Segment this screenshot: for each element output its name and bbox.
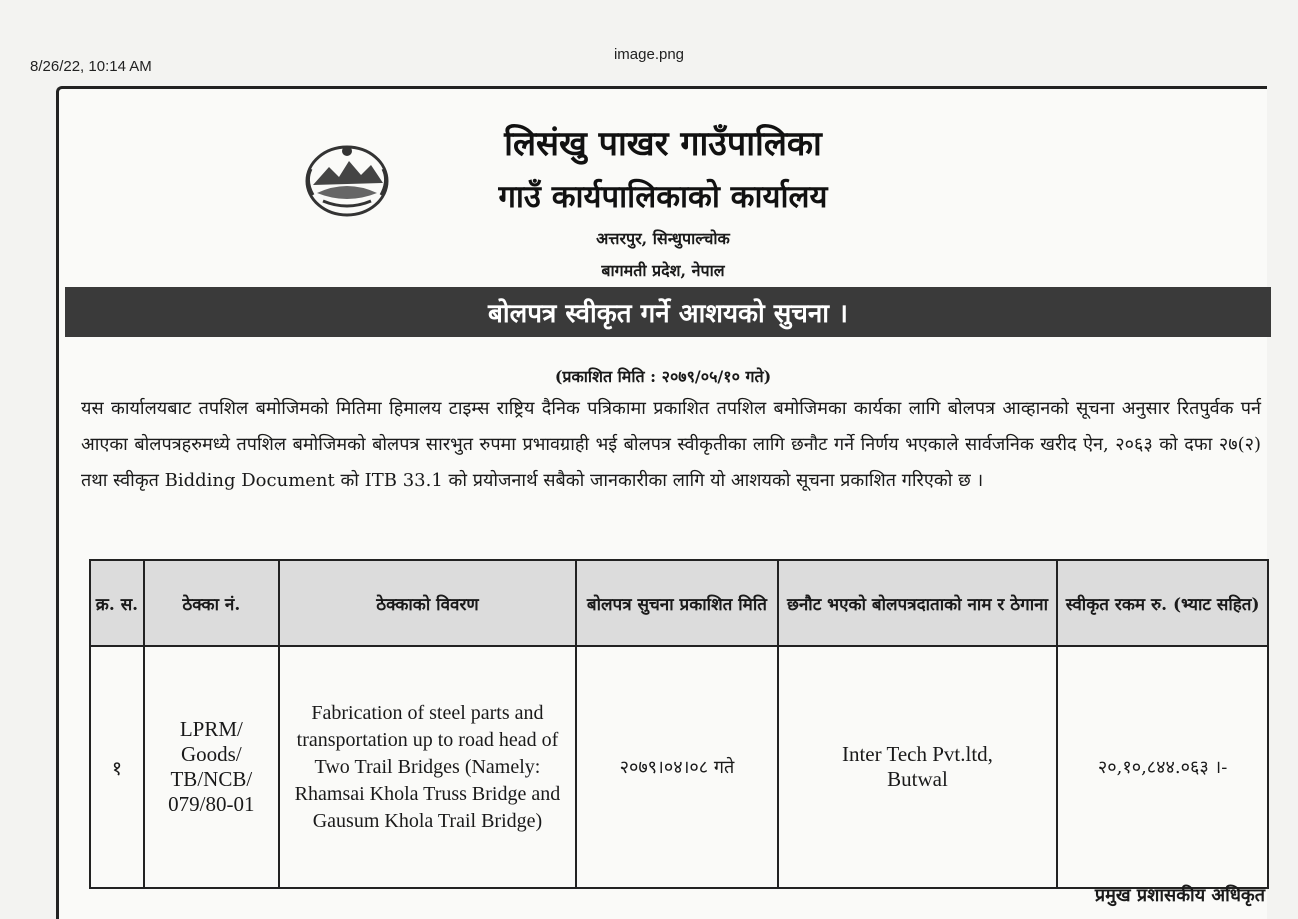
header-description: ठेक्काको विवरण xyxy=(279,560,576,646)
address-line-2: बागमती प्रदेश, नेपाल xyxy=(601,261,725,280)
award-table xyxy=(89,559,1269,889)
header-sn: क्र. स. xyxy=(90,560,144,646)
header-notice-date: बोलपत्र सुचना प्रकाशित मिति xyxy=(576,560,778,646)
notice-heading: बोलपत्र स्वीकृत गर्ने आशयको सुचना । xyxy=(488,299,848,329)
header-bidder: छनौट भएको बोलपत्रदाताको नाम र ठेगाना xyxy=(778,560,1058,646)
signature-title: प्रमुख प्रशासकीय अधिकृत xyxy=(1094,885,1265,906)
notice-heading-bar xyxy=(65,287,1271,337)
cell-description: Fabrication of steel parts and transportation up to road head of Two Trail Bridges (Namely: Rhamsai Khola Truss Bridge and Gausum Khola Trail Bridge) xyxy=(279,646,576,888)
address-line-1: अत्तरपुर, सिन्धुपाल्चोक xyxy=(596,229,730,248)
print-datetime: 8/26/22, 10:14 AM xyxy=(30,58,152,75)
notice-document xyxy=(56,86,1267,919)
print-header xyxy=(0,46,1298,82)
cell-contract-no: LPRM/ Goods/ TB/NCB/ 079/80-01 xyxy=(144,646,279,888)
table-header-row xyxy=(90,560,1268,646)
published-date: (प्रकाशित मिति : २०७९/०५/१० गते) xyxy=(554,367,772,386)
cell-bidder: Inter Tech Pvt.ltd, Butwal xyxy=(778,646,1058,888)
header-contract-no: ठेक्का नं. xyxy=(144,560,279,646)
print-title: image.png xyxy=(613,46,685,63)
cell-amount: २०,१०,८४४.०६३ ।- xyxy=(1057,646,1268,888)
office-subtitle: गाउँ कार्यपालिकाको कार्यालय xyxy=(498,179,828,215)
notice-body: यस कार्यालयबाट तपशिल बमोजिमको मितिमा हिमालय टाइम्स राष्ट्रिय दैनिक पत्रिकामा प्रकाशित तपशिल बमोजिमका कार्यका लागि बोलपत्र आव्हानको सूचना अनुसार रितपुर्वक पर्न आएका बोलपत्रहरुमध्ये तपशिल बमोजिमको बोलपत्र सारभुत रुपमा प्रभावग्राही भई बोलपत्र स्वीकृतीका लागि छनौट गर्ने निर्णय भएकाले सार्वजनिक खरीद ऐन, २०६३ को दफा २७(२) तथा स्वीकृत Bidding Document को ITB 33.1 को प्रयोजनार्थ सबैको जानकारीका लागि यो आशयको सूचना प्रकाशित गरिएको छ । xyxy=(81,398,1261,491)
table-row xyxy=(90,646,1268,888)
office-name: लिसंखु पाखर गाउँपालिका xyxy=(504,124,822,164)
cell-notice-date: २०७९।०४।०८ गते xyxy=(576,646,778,888)
cell-sn: १ xyxy=(90,646,144,888)
header-amount: स्वीकृत रकम रु. (भ्याट सहित) xyxy=(1057,560,1268,646)
